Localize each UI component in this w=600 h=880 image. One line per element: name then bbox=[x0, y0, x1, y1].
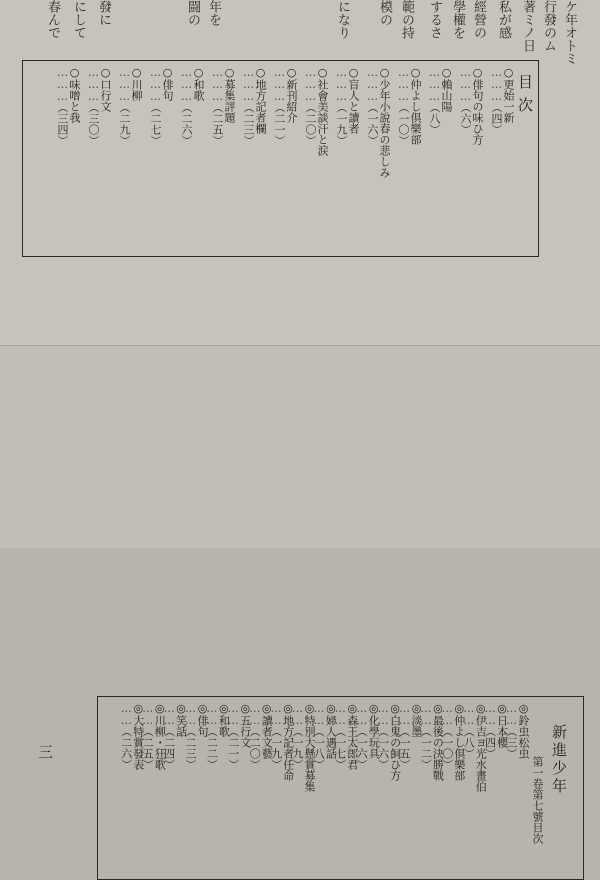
entry-page: （二五） bbox=[141, 726, 155, 770]
page-number-marker: 三 bbox=[38, 743, 54, 761]
dot-leader: …… bbox=[141, 702, 155, 726]
article-text-column: 範の持 bbox=[399, 0, 414, 39]
entry-title: ◎鈴虫松虫 bbox=[517, 702, 530, 759]
article-text-column: ケ年オトミ bbox=[562, 0, 577, 65]
entry-title: ○俳句 bbox=[161, 66, 174, 101]
entry-page: （一九） bbox=[291, 726, 304, 770]
entry-title: ○少年小說春の悲しみ bbox=[378, 66, 391, 178]
article-text-column: になり bbox=[335, 0, 350, 39]
entry-page: （二三） bbox=[184, 726, 197, 770]
dot-leader: …… bbox=[248, 702, 262, 726]
contents-entry bbox=[227, 702, 251, 872]
article-text-column: 闘の bbox=[185, 0, 200, 26]
article-text-column: 發に bbox=[96, 0, 111, 26]
entry-page: （四） bbox=[483, 726, 497, 759]
contents-entry bbox=[459, 66, 483, 246]
contents-entry bbox=[428, 66, 452, 246]
dot-leader: ……… bbox=[397, 66, 410, 102]
entry-page: （一二） bbox=[419, 726, 433, 770]
entry-page: （一七） bbox=[333, 726, 347, 770]
dot-leader: ……… bbox=[366, 66, 379, 102]
entry-page: （六） bbox=[459, 102, 472, 135]
entry-title: ○仲よし倶樂部 bbox=[409, 66, 422, 145]
entry-title: ○地方記者欄 bbox=[254, 66, 267, 134]
dot-leader: ……… bbox=[428, 66, 441, 102]
entry-page: （二六） bbox=[180, 102, 193, 146]
entry-page: （二四） bbox=[162, 726, 176, 770]
article-text-column: 行發のム bbox=[541, 0, 556, 52]
contents-entry bbox=[366, 66, 390, 246]
contents-entry bbox=[184, 702, 208, 872]
entry-title: ◎五行文 bbox=[238, 702, 252, 748]
issue-subtitle: 第一卷第七號目次 bbox=[531, 756, 544, 844]
entry-title: ◎伊吉ヨ光水畫伯 bbox=[474, 702, 488, 792]
dot-leader: ……… bbox=[56, 66, 69, 102]
dot-leader: …… bbox=[269, 702, 283, 726]
entry-page: （一九） bbox=[269, 726, 283, 770]
entry-title: ○社會美談汗と涙 bbox=[316, 66, 329, 156]
article-text-column: 學權を bbox=[450, 0, 465, 39]
entry-page: （一九） bbox=[335, 102, 348, 146]
contents-entry bbox=[441, 702, 465, 872]
article-text-column: 私が感 bbox=[496, 0, 511, 39]
dot-leader: ……… bbox=[335, 66, 348, 102]
entry-page: （八） bbox=[428, 102, 441, 135]
entry-title: ◎日本櫻 bbox=[495, 702, 509, 748]
entry-page: （一〇） bbox=[440, 726, 454, 770]
contents-entry bbox=[398, 702, 422, 872]
entry-page: （二一） bbox=[273, 102, 286, 146]
dot-leader: …… bbox=[205, 702, 219, 726]
contents-entry bbox=[163, 702, 187, 872]
dot-leader: ……… bbox=[304, 66, 317, 102]
contents-entry bbox=[397, 66, 421, 246]
lower-page bbox=[0, 345, 600, 844]
entry-title: ◎地方記者任命 bbox=[281, 702, 295, 781]
dot-leader: …… bbox=[355, 702, 369, 726]
upper-page bbox=[0, 0, 600, 345]
contents-entry bbox=[334, 702, 358, 872]
contents-entry bbox=[211, 66, 235, 246]
dot-leader: …… bbox=[226, 702, 240, 726]
article-text-column: にして bbox=[71, 0, 86, 39]
article-text-column: 經營の bbox=[471, 0, 486, 39]
entry-title: ◎仲よし倶樂部 bbox=[452, 702, 466, 781]
contents-entry bbox=[270, 702, 294, 872]
dot-leader: …… bbox=[398, 702, 411, 726]
contents-entry bbox=[273, 66, 297, 246]
entry-page: （三四） bbox=[56, 102, 69, 146]
dot-leader: …… bbox=[312, 702, 326, 726]
entry-page: （二三） bbox=[242, 102, 255, 146]
dot-leader: ……… bbox=[490, 66, 503, 102]
contents-entry bbox=[505, 702, 529, 872]
contents-entry bbox=[149, 66, 173, 246]
entry-page: （二七） bbox=[149, 102, 162, 146]
contents-entry bbox=[377, 702, 401, 872]
contents-entry bbox=[118, 66, 142, 246]
entry-title: ◎最後の決勝戰 bbox=[431, 702, 445, 781]
entry-title: ○新刊紹介 bbox=[285, 66, 298, 123]
contents-entry bbox=[120, 702, 144, 872]
entry-title: ○盲人と讀者 bbox=[347, 66, 360, 134]
dot-leader: ……… bbox=[211, 66, 224, 102]
dot-leader: …… bbox=[462, 702, 476, 726]
entry-title: ◎笑話 bbox=[174, 702, 188, 737]
entry-title: ○賴山陽 bbox=[440, 66, 453, 112]
entry-title: ○口行文 bbox=[99, 66, 112, 112]
entry-title: ◎大特賞發表 bbox=[131, 702, 145, 770]
contents-entry bbox=[180, 66, 204, 246]
entry-title: ◎讀者文藝 bbox=[260, 702, 274, 759]
entry-title: ○和歌 bbox=[192, 66, 205, 101]
contents-entry bbox=[484, 702, 508, 872]
entry-title: ◎化學玩具 bbox=[367, 702, 381, 759]
entry-page: （二六） bbox=[119, 726, 133, 770]
entry-page: （一六） bbox=[376, 726, 390, 770]
entry-page: （四） bbox=[490, 102, 503, 135]
magazine-title: 新進少年 bbox=[550, 724, 568, 796]
entry-page: （八） bbox=[462, 726, 476, 759]
dot-leader: ……… bbox=[87, 66, 100, 102]
entry-title: ○俳句の味ひ方 bbox=[471, 66, 484, 145]
entry-page: （二一） bbox=[226, 726, 240, 770]
dot-leader: ……… bbox=[242, 66, 255, 102]
entry-title: ◎俳句 bbox=[196, 702, 209, 737]
entry-page: （三） bbox=[505, 726, 518, 759]
article-text-column: 著ミノ日 bbox=[520, 0, 535, 52]
contents-entry bbox=[242, 66, 266, 246]
dot-leader: …… bbox=[119, 702, 133, 726]
contents-heading: 目次 bbox=[516, 74, 534, 120]
dot-leader: …… bbox=[505, 702, 518, 726]
entry-title: ◎淡墨 bbox=[410, 702, 423, 737]
contents-entry bbox=[291, 702, 315, 872]
article-text-column: するさ bbox=[427, 0, 442, 39]
entry-title: ◎和歌 bbox=[217, 702, 231, 737]
dot-leader: ……… bbox=[273, 66, 286, 102]
entry-page: （二二） bbox=[205, 726, 219, 770]
article-text-column: 模の bbox=[377, 0, 392, 26]
entry-title: ◎森王太郎君 bbox=[345, 702, 359, 770]
entry-page: （一〇） bbox=[397, 102, 410, 146]
dot-leader: ……… bbox=[118, 66, 131, 102]
dot-leader: ……… bbox=[149, 66, 162, 102]
article-text-column: 年を bbox=[206, 0, 221, 26]
entry-page: （一五） bbox=[398, 726, 411, 770]
dot-leader: …… bbox=[440, 702, 454, 726]
entry-page: （二〇） bbox=[248, 726, 262, 770]
entry-page: （二五） bbox=[211, 102, 224, 146]
dot-leader: …… bbox=[291, 702, 304, 726]
dot-leader: …… bbox=[483, 702, 497, 726]
contents-entry bbox=[87, 66, 111, 246]
contents-entry bbox=[335, 66, 359, 246]
dot-leader: …… bbox=[184, 702, 197, 726]
entry-title: ○募集評題 bbox=[223, 66, 236, 123]
entry-title: ○味噌と我 bbox=[68, 66, 81, 123]
article-text-column: 春んで bbox=[45, 0, 60, 39]
entry-page: （二九） bbox=[118, 102, 131, 146]
dot-leader: ……… bbox=[180, 66, 193, 102]
entry-title: ◎特別大懸賞募集 bbox=[303, 702, 316, 792]
entry-page: （一六） bbox=[366, 102, 379, 146]
entry-title: ◎川柳・狂歌 bbox=[153, 702, 167, 770]
contents-entry bbox=[490, 66, 514, 246]
contents-entry bbox=[304, 66, 328, 246]
dot-leader: …… bbox=[162, 702, 176, 726]
dot-leader: …… bbox=[333, 702, 347, 726]
contents-entry bbox=[56, 66, 80, 246]
entry-page: （三〇） bbox=[87, 102, 100, 146]
dot-leader: ……… bbox=[459, 66, 472, 102]
entry-page: （一六） bbox=[355, 726, 369, 770]
entry-title: ○更始一新 bbox=[502, 66, 515, 123]
dot-leader: …… bbox=[419, 702, 433, 726]
dot-leader: …… bbox=[376, 702, 390, 726]
entry-title: ◎婦人遇話 bbox=[324, 702, 338, 759]
entry-title: ◎白鬼の飼ひ方 bbox=[388, 702, 402, 781]
entry-page: （二〇） bbox=[304, 102, 317, 146]
entry-page: （一八） bbox=[312, 726, 326, 770]
entry-title: ○川柳 bbox=[130, 66, 143, 101]
